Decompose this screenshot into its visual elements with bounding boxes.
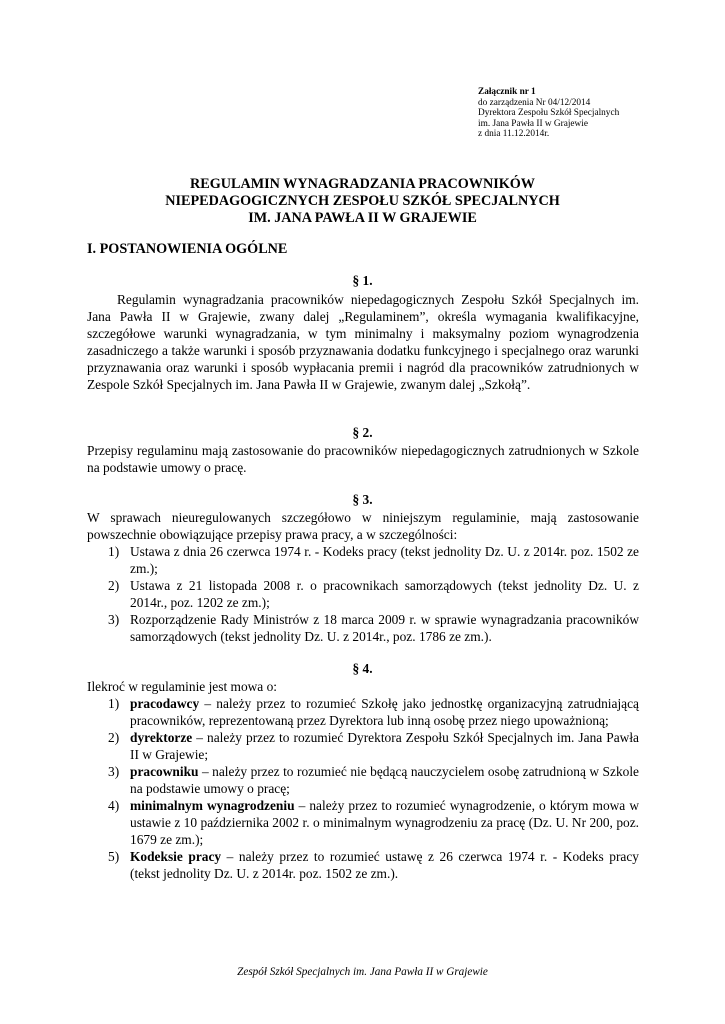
list-item-text: – należy przez to rozumieć wynagrodzenie, o którym mowa w ustawie z 10 października 2002 r. o minimalnym wynagrodzeniu za pracę (Dz. U. Nr 200, poz. 1679 ze zm.); [130,798,639,847]
paragraph-number-3: § 3. [352,492,373,507]
paragraph-4-list [87,695,639,882]
list-item [87,729,639,763]
list-item [87,848,639,882]
list-item-text: Ustawa z dnia 26 czerwca 1974 r. - Kodeks pracy (tekst jednolity Dz. U. z 2014r. poz. 1502 ze zm.); [130,544,639,576]
page-footer: Zespół Szkół Specjalnych im. Jana Pawła II w Grajewie [237,966,488,978]
paragraph-3-list [87,543,639,645]
list-item-number: 3) [108,764,120,779]
list-item-term: pracowniku [130,764,199,779]
list-item-term: pracodawcy [130,696,200,711]
list-item-number: 5) [108,849,120,864]
list-item-term: Kodeksie pracy [130,849,222,864]
annex-block [478,87,619,140]
list-item-number: 2) [108,578,120,593]
document-title [0,176,725,227]
list-item [87,797,639,848]
list-item-term: minimalnym wynagrodzeniu [130,798,295,813]
list-item-text: – należy przez to rozumieć nie będącą nauczycielem osobę zatrudnioną w Szkole na podstawie umowy o pracę; [130,764,639,796]
title-line: REGULAMIN WYNAGRADZANIA PRACOWNIKÓW [190,176,535,192]
list-item-text: Ustawa z 21 listopada 2008 r. o pracownikach samorządowych (tekst jednolity Dz. U. z 2014r., poz. 1202 ze zm.); [130,578,639,610]
paragraph-4-text: Ilekroć w regulaminie jest mowa o: [87,679,278,694]
list-item [87,611,639,645]
list-item-text: – należy przez to rozumieć ustawę z 26 czerwca 1974 r. - Kodeks pracy (tekst jednolity Dz. U. z 2014r. poz. 1502 ze zm.). [130,849,639,881]
list-item-text: – należy przez to rozumieć Dyrektora Zespołu Szkół Specjalnych im. Jana Pawła II w Grajewie; [130,730,639,762]
list-item-text: – należy przez to rozumieć Szkołę jako jednostkę organizacyjną zatrudniającą pracowników, reprezentowaną przez Dyrektora lub inną osobę przez niego upoważnioną; [130,696,639,728]
title-line: NIEPEDAGOGICZNYCH ZESPOŁU SZKÓŁ SPECJALNYCH [165,193,560,209]
list-item-number: 2) [108,730,120,745]
list-item [87,695,639,729]
paragraph-2-text: Przepisy regulaminu mają zastosowanie do pracowników niepedagogicznych zatrudnionych w Szkole na podstawie umowy o pracę. [87,443,639,475]
annex-line: z dnia 11.12.2014r. [478,129,550,140]
annex-title: Załącznik nr 1 [478,87,536,97]
annex-line: Dyrektora Zespołu Szkół Specjalnych [478,108,620,119]
title-line: IM. JANA PAWŁA II W GRAJEWIE [248,210,477,226]
list-item-term: dyrektorze [130,730,193,745]
annex-line: do zarządzenia Nr 04/12/2014 [478,97,591,108]
list-item [87,763,639,797]
annex-line: im. Jana Pawła II w Grajewie [478,118,588,129]
paragraph-number-4: § 4. [352,661,373,676]
paragraph-3-text: W sprawach nieuregulowanych szczegółowo w niniejszym regulaminie, mają zastosowanie powszechnie obowiązujące przepisy prawa pracy, a w szczególności: [87,510,639,542]
list-item-text: Rozporządzenie Rady Ministrów z 18 marca 2009 r. w sprawie wynagradzania pracowników samorządowych (tekst jednolity Dz. U. z 2014r., poz. 1786 ze zm.). [130,612,639,644]
paragraph-1-text: Regulamin wynagradzania pracowników niepedagogicznych Zespołu Szkół Specjalnych im. Jana Pawła II w Grajewie, zwany dalej „Regulaminem”, określa wymagania kwalifikacyjne, szczegółowe warunki wynagradzania, w tym minimalny i maksymalny poziom wynagrodzenia zasadniczego a także warunki i sposób przyznawania dodatku funkcyjnego i specjalnego oraz warunki przyznawania oraz warunki i sposób wypłacania premii i nagród dla pracowników zatrudnionych w Zespole Szkół Specjalnych im. Jana Pawła II w Grajewie, zwanym dalej „Szkołą”. [87,292,639,392]
list-item-number: 4) [108,798,120,813]
list-item [87,577,639,611]
section-heading: I. POSTANOWIENIA OGÓLNE [87,241,288,257]
list-item-number: 1) [108,696,120,711]
list-item-number: 3) [108,612,120,627]
paragraph-number-1: § 1. [352,273,373,288]
list-item-number: 1) [108,544,120,559]
list-item [87,543,639,577]
paragraph-number-2: § 2. [352,425,373,440]
